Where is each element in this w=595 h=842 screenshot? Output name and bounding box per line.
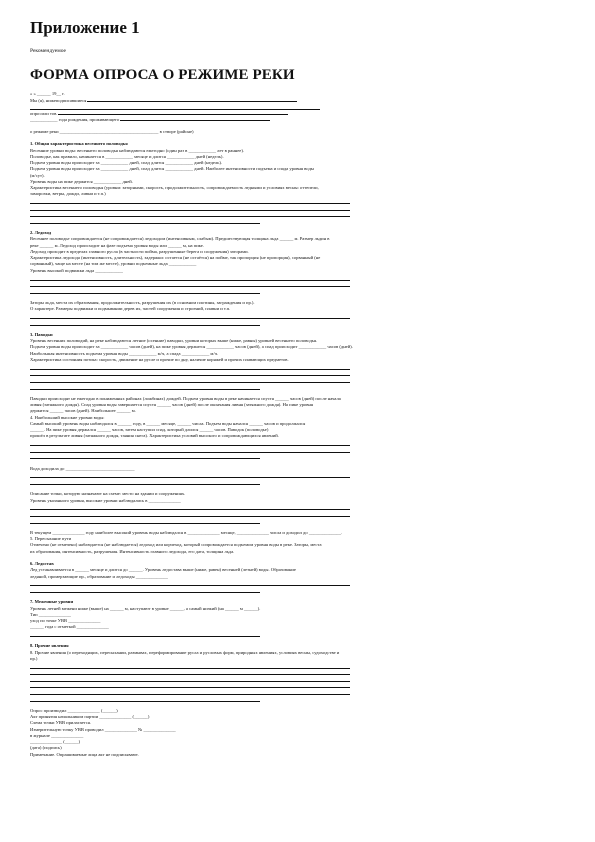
section-line: ледяной, промерзающие пр., образование и ледоходы ______________ (30, 573, 168, 579)
section-line: Характеристика весеннего половодья (уровни: заторными, скорость, продолжительность, сопровождаемость ледными и условиях весны: оттепели, (30, 185, 319, 191)
section-line: Описание точки, которую назначают на схеме: место на здании и сооружениях. (30, 491, 186, 497)
section-line: реке ______ м. Ледоход происходит на фазе подъема уровня воды или ______ м, на пике. (30, 242, 204, 248)
answer-blank-line[interactable] (30, 504, 350, 511)
form-body (30, 91, 565, 758)
section-line: О характере. Размеры подвижки и подмывании дерев их, частей сооружения и строений, плавни и т.п. (30, 306, 231, 312)
section-line: Весеннее половодье сопровождается (не сопровождается) ледоходом (интенсивным, слабым). Предшествующая толщина льда ______ м. Размер льдин в (30, 236, 330, 242)
form-section (30, 491, 565, 530)
answer-blank-line[interactable] (30, 662, 350, 669)
answer-blank-line[interactable] (30, 682, 350, 689)
section-line: Характеристика состояния потока: скорость, движение на русле и прочие по дну, наличие коряжей и прочих плавающих предметов. (30, 356, 289, 362)
section-line: пр.) (30, 655, 38, 661)
section-line: Подъем уровня воды происходит за ____________ дней, спад длится ____________ дней (недель). (30, 160, 223, 166)
footer-line: Измерительную точку УВВ проводил ______________ № ______________ (30, 726, 176, 732)
intro-blank[interactable] (87, 97, 297, 102)
footer-line: в журнале ______________ (30, 732, 84, 738)
form-section (30, 466, 565, 492)
form-section (30, 332, 565, 396)
section-line: Уровень летней межени ниже (выше) на ______ м, наступают в уровне ______, а самый низкий (на ______ м ______). (30, 605, 261, 611)
answer-blank-line[interactable] (30, 695, 260, 702)
answer-blank-line[interactable] (30, 383, 260, 390)
intro-blank[interactable] (120, 116, 270, 121)
form-section (30, 530, 565, 561)
section-line: 4. Наибольший высокие уровни воды: (30, 414, 105, 420)
section-line: заморозки, ветры, дожди, ливни и т.п.) (30, 191, 106, 197)
section-line: Вода доходила до ______________________________ (30, 465, 135, 471)
section-line: прошёл в результате ливня (затяжного дождя, таяния снега). Характеристика условий высокого и сопровождающихся явлений. (30, 433, 279, 439)
footer-line: Акт принятия начальником партии ______________ (______) (30, 714, 150, 720)
intro-text: ____________ года рождения, проживающего (30, 117, 120, 123)
section-line: Заторы льда, места их образования, продолжительность, разрушения их (в основном плотины, заграждения и пр.). (30, 300, 255, 305)
intro-line (30, 97, 565, 103)
section-title: 1. Общая характеристика весеннего половодья (30, 141, 128, 147)
form-section (30, 561, 565, 599)
section-line: Уровень высокой подвижки льда ____________ (30, 267, 123, 273)
answer-blank-line[interactable] (30, 586, 260, 593)
footer-line: Схема точки УВВ прилагается. (30, 720, 92, 726)
form-section (30, 230, 565, 300)
footer-line: Примечание. Опрашиваемые лица акт не подписывают. (30, 751, 139, 757)
footer-line: (дата) (подпись) (30, 745, 62, 751)
answer-blank-line[interactable] (30, 517, 260, 524)
section-line: Подъем уровня воды происходит за ____________ дней, спад длится ____________ дней. Наиболее интенсивности подъема и спада уровня воды (30, 166, 314, 172)
section-title: 3. Паводки (30, 331, 53, 337)
answer-blank-line[interactable] (30, 370, 350, 377)
answer-blank-line[interactable] (30, 198, 350, 205)
answer-blank-line[interactable] (30, 281, 350, 288)
answer-blank-line[interactable] (30, 211, 350, 218)
section-line: Отмечено (не отмечено) наблюдается (не наблюдается) ледоход или корчеход, который сопровождается подъемом уровня воды в реке. Заторы, места (30, 542, 322, 548)
section-title: 6. Ледостав (30, 561, 54, 567)
answer-blank-line[interactable] (30, 631, 260, 638)
section-line: Половодье, как правило, начинается в ____________ месяце и длится ____________ дней (недель). (30, 153, 224, 159)
answer-blank-line[interactable] (30, 510, 350, 517)
section-line: Самый высокий уровень воды наблюдался в ______ году, в ______ месяце, ______ числа. Подъем воды начался ______ часов и продолжался (30, 420, 306, 426)
section-title: 7. Меженные уровни (30, 599, 74, 605)
answer-blank-line[interactable] (30, 675, 350, 682)
section-title: 2. Ледоход (30, 230, 52, 236)
section-line: Паводки происходят не ежегодно в пониженных районах (ложбинах) дождей. Подъем уровня воды в реке начинается спустя ______ часов (дней) после начала (30, 395, 341, 401)
answer-blank-line[interactable] (30, 580, 350, 587)
section-line: 5. Пересыхание пути (30, 536, 72, 542)
section-line: ______. На пике уровня держался ______ часов, затем наступил спад, который длился ______ часов. Паводок (половодье) (30, 427, 269, 433)
section-title: 8. Прочие явления (30, 643, 69, 649)
form-sections (30, 141, 565, 708)
section-line: Наибольшая интенсивность подъема уровня воды ____________ м/ч, а спада ____________ м/ч. (30, 350, 219, 356)
section-line: держится ______ часов (дней). Наибольшее ______ м. (30, 408, 136, 414)
answer-blank-line[interactable] (30, 287, 260, 294)
document-page (30, 18, 565, 758)
answer-blank-line[interactable] (30, 446, 350, 453)
answer-blank-line[interactable] (30, 669, 350, 676)
form-title: ФОРМА ОПРОСА О РЕЖИМЕ РЕКИ (30, 67, 295, 83)
answer-blank-line[interactable] (30, 376, 350, 383)
answer-blank-line[interactable] (30, 204, 350, 211)
section-line: (м/сут). (30, 172, 45, 178)
intro-text: опросили тов. (30, 111, 58, 117)
form-section (30, 300, 565, 332)
section-line: Тип ______________ (30, 611, 71, 617)
section-line: Ледоход проходит в пределах главного русла (в частности пойма, разрушенные берега и сооружения) заторами. (30, 248, 249, 254)
appendix-title: Приложение 1 (30, 18, 140, 37)
section-line: Уровень указанного уровня, высокие уровни наблюдались в ______________ (30, 497, 181, 503)
answer-blank-line[interactable] (30, 453, 260, 460)
section-line: Уровень весенних половодий, на реке наблюдаются летние (осенние) паводки, уровни которых выше (ниже, равны) уровней весеннего половодья. (30, 338, 318, 344)
answer-blank-line[interactable] (30, 440, 350, 447)
intro-text: Мы (я), нижеподписавшиеся (30, 98, 87, 104)
form-section (30, 599, 565, 643)
date-line: « » ______ 19__ г. (30, 91, 65, 96)
answer-blank-line[interactable] (30, 313, 350, 320)
section-line: Подъем уровня воды происходит за ____________ часов (дней), на пике уровня держится ____________ часов (дней), а спад происходит ____________ часов (дней). (30, 344, 353, 350)
section-line: ______ года с отметкой ______________ (30, 624, 109, 630)
section-line: Весенние уровни воды: весеннего половодья наблюдаются ежегодно (один раз в ____________ лет в раннее). (30, 147, 244, 153)
footer-line: Опрос производил ______________ (______) (30, 707, 118, 713)
section-line: их образования, интенсивность, разрушения. Интенсивность главного ледохода, его дата, толщина льда. (30, 548, 235, 554)
intro-blank[interactable] (58, 110, 288, 115)
section-line: сорванный), чаще на месте (на том же месте), уровни подъемные льда ____________ (30, 261, 197, 267)
answer-blank-line[interactable] (30, 319, 260, 326)
section-line: Характеристика ледохода (интенсивность, длительность), задержки: остается (не остаётся) на пойме, так пропорция (не пропорция), сорванный (не (30, 255, 321, 261)
section-line: уход по точке УВВ ______________ (30, 618, 101, 623)
answer-blank-line[interactable] (30, 217, 260, 224)
section-line: В текущем ______________ году наиболее высокий уровень воды наблюдался в ______________ месяце, ______________ числа и доходил до ______________. (30, 529, 343, 535)
intro-line: о режиме реки ___________________________________________ в створе (районе) (30, 128, 194, 134)
answer-blank-line[interactable] (30, 363, 350, 370)
form-section (30, 643, 565, 708)
section-line: ливня (затяжного дождя). Спад уровня воды завершается спустя ______ часов (дней) после окончания ливня (затяжного дождя). На пике уровня (30, 402, 313, 408)
section-line: Лед устанавливается в ______ месяце и длится до ______. Уровень ледостава выше (ниже, равен) весенней (летней) воды. Образование (30, 567, 296, 573)
form-section (30, 141, 565, 230)
answer-blank-line[interactable] (30, 478, 260, 485)
answer-blank-line[interactable] (30, 274, 350, 281)
intro-blank-line[interactable] (30, 104, 320, 111)
section-line: 8. Прочие явления (о переходящих, пересыхании, размывах, переформирование русла и русловых форм, природных явлениях, условиях весны, судоходстве и (30, 649, 340, 655)
answer-blank-line[interactable] (30, 472, 350, 479)
form-footer (30, 708, 565, 758)
answer-blank-line[interactable] (30, 688, 350, 695)
recommended-label: Рекомендуемое (30, 48, 66, 54)
form-section (30, 396, 565, 466)
footer-line: ______________ (______) (30, 739, 81, 745)
section-line: Уровень воды на пике держится ____________ дней. (30, 178, 133, 184)
